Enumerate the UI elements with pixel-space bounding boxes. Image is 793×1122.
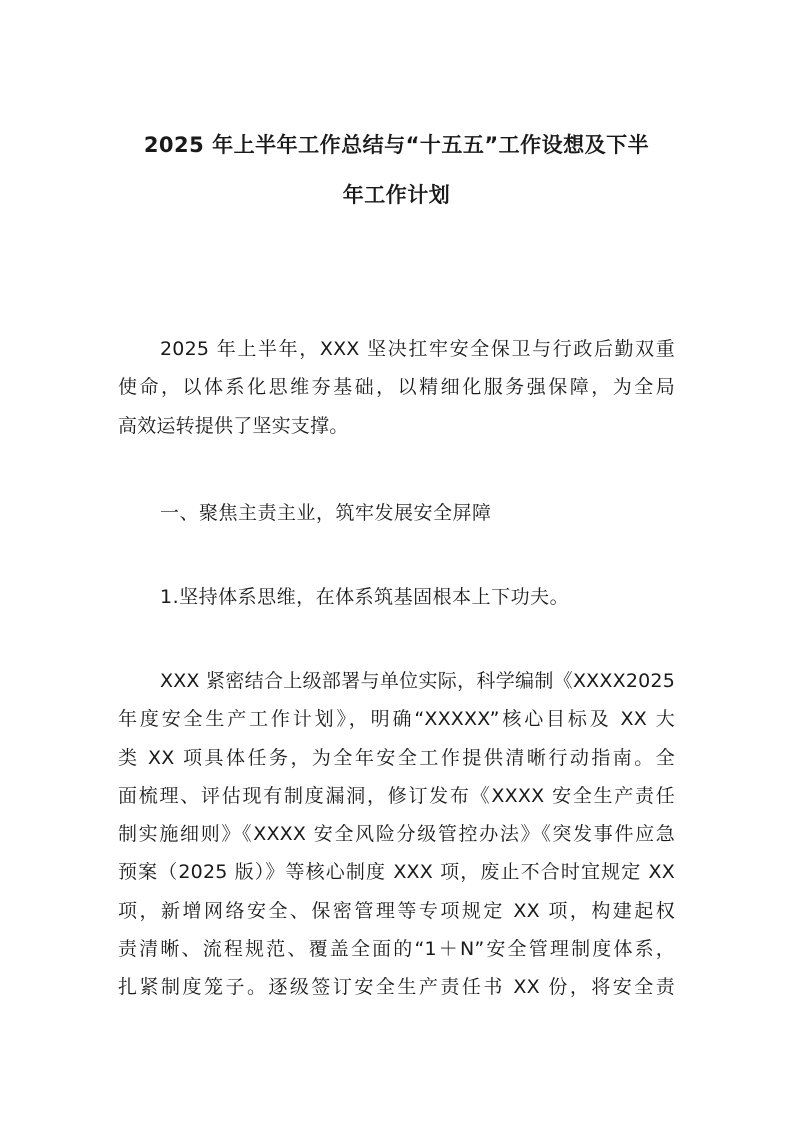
body-line: 面梳理、评估现有制度漏洞，修订发布《XXXX 安全生产责任 (118, 784, 675, 807)
body-line: 责清晰、流程规范、覆盖全面的“1＋N”安全管理制度体系， (118, 938, 675, 961)
body-line: 类 XX 项具体任务，为全年安全工作提供清晰行动指南。全 (118, 746, 675, 769)
subsection-heading: 1.坚持体系思维，在体系筑基固根本上下功夫。 (160, 586, 570, 608)
body-line: 制实施细则》《XXXX 安全风险分级管控办法》《突发事件应急 (118, 823, 675, 846)
body-line: 扎紧制度笼子。逐级签订安全生产责任书 XX 份，将安全责 (118, 976, 675, 999)
body-paragraph (118, 662, 675, 1007)
document-title-line-1: 2025 年上半年工作总结与“十五五”工作设想及下半 (143, 133, 650, 157)
intro-line: 2025 年上半年，XXX 坚决扛牢安全保卫与行政后勤双重 (160, 338, 675, 360)
intro-line: 高效运转提供了坚实支撑。 (118, 414, 349, 437)
body-line: XXX 紧密结合上级部署与单位实际，科学编制《XXXX2025 (160, 670, 675, 692)
section-heading: 一、聚焦主责主业，筑牢发展安全屏障 (160, 502, 492, 524)
body-line: 年度安全生产工作计划》，明确“XXXXX”核心目标及 XX 大 (118, 708, 675, 731)
document-title-line-2: 年工作计划 (342, 183, 451, 207)
intro-line: 使命，以体系化思维夯基础，以精细化服务强保障，为全局 (118, 376, 675, 399)
body-line: 项，新增网络安全、保密管理等专项规定 XX 项，构建起权 (118, 899, 675, 922)
intro-paragraph (118, 330, 675, 445)
body-line: 预案（2025 版）》等核心制度 XXX 项，废止不合时宜规定 XX (118, 861, 675, 884)
